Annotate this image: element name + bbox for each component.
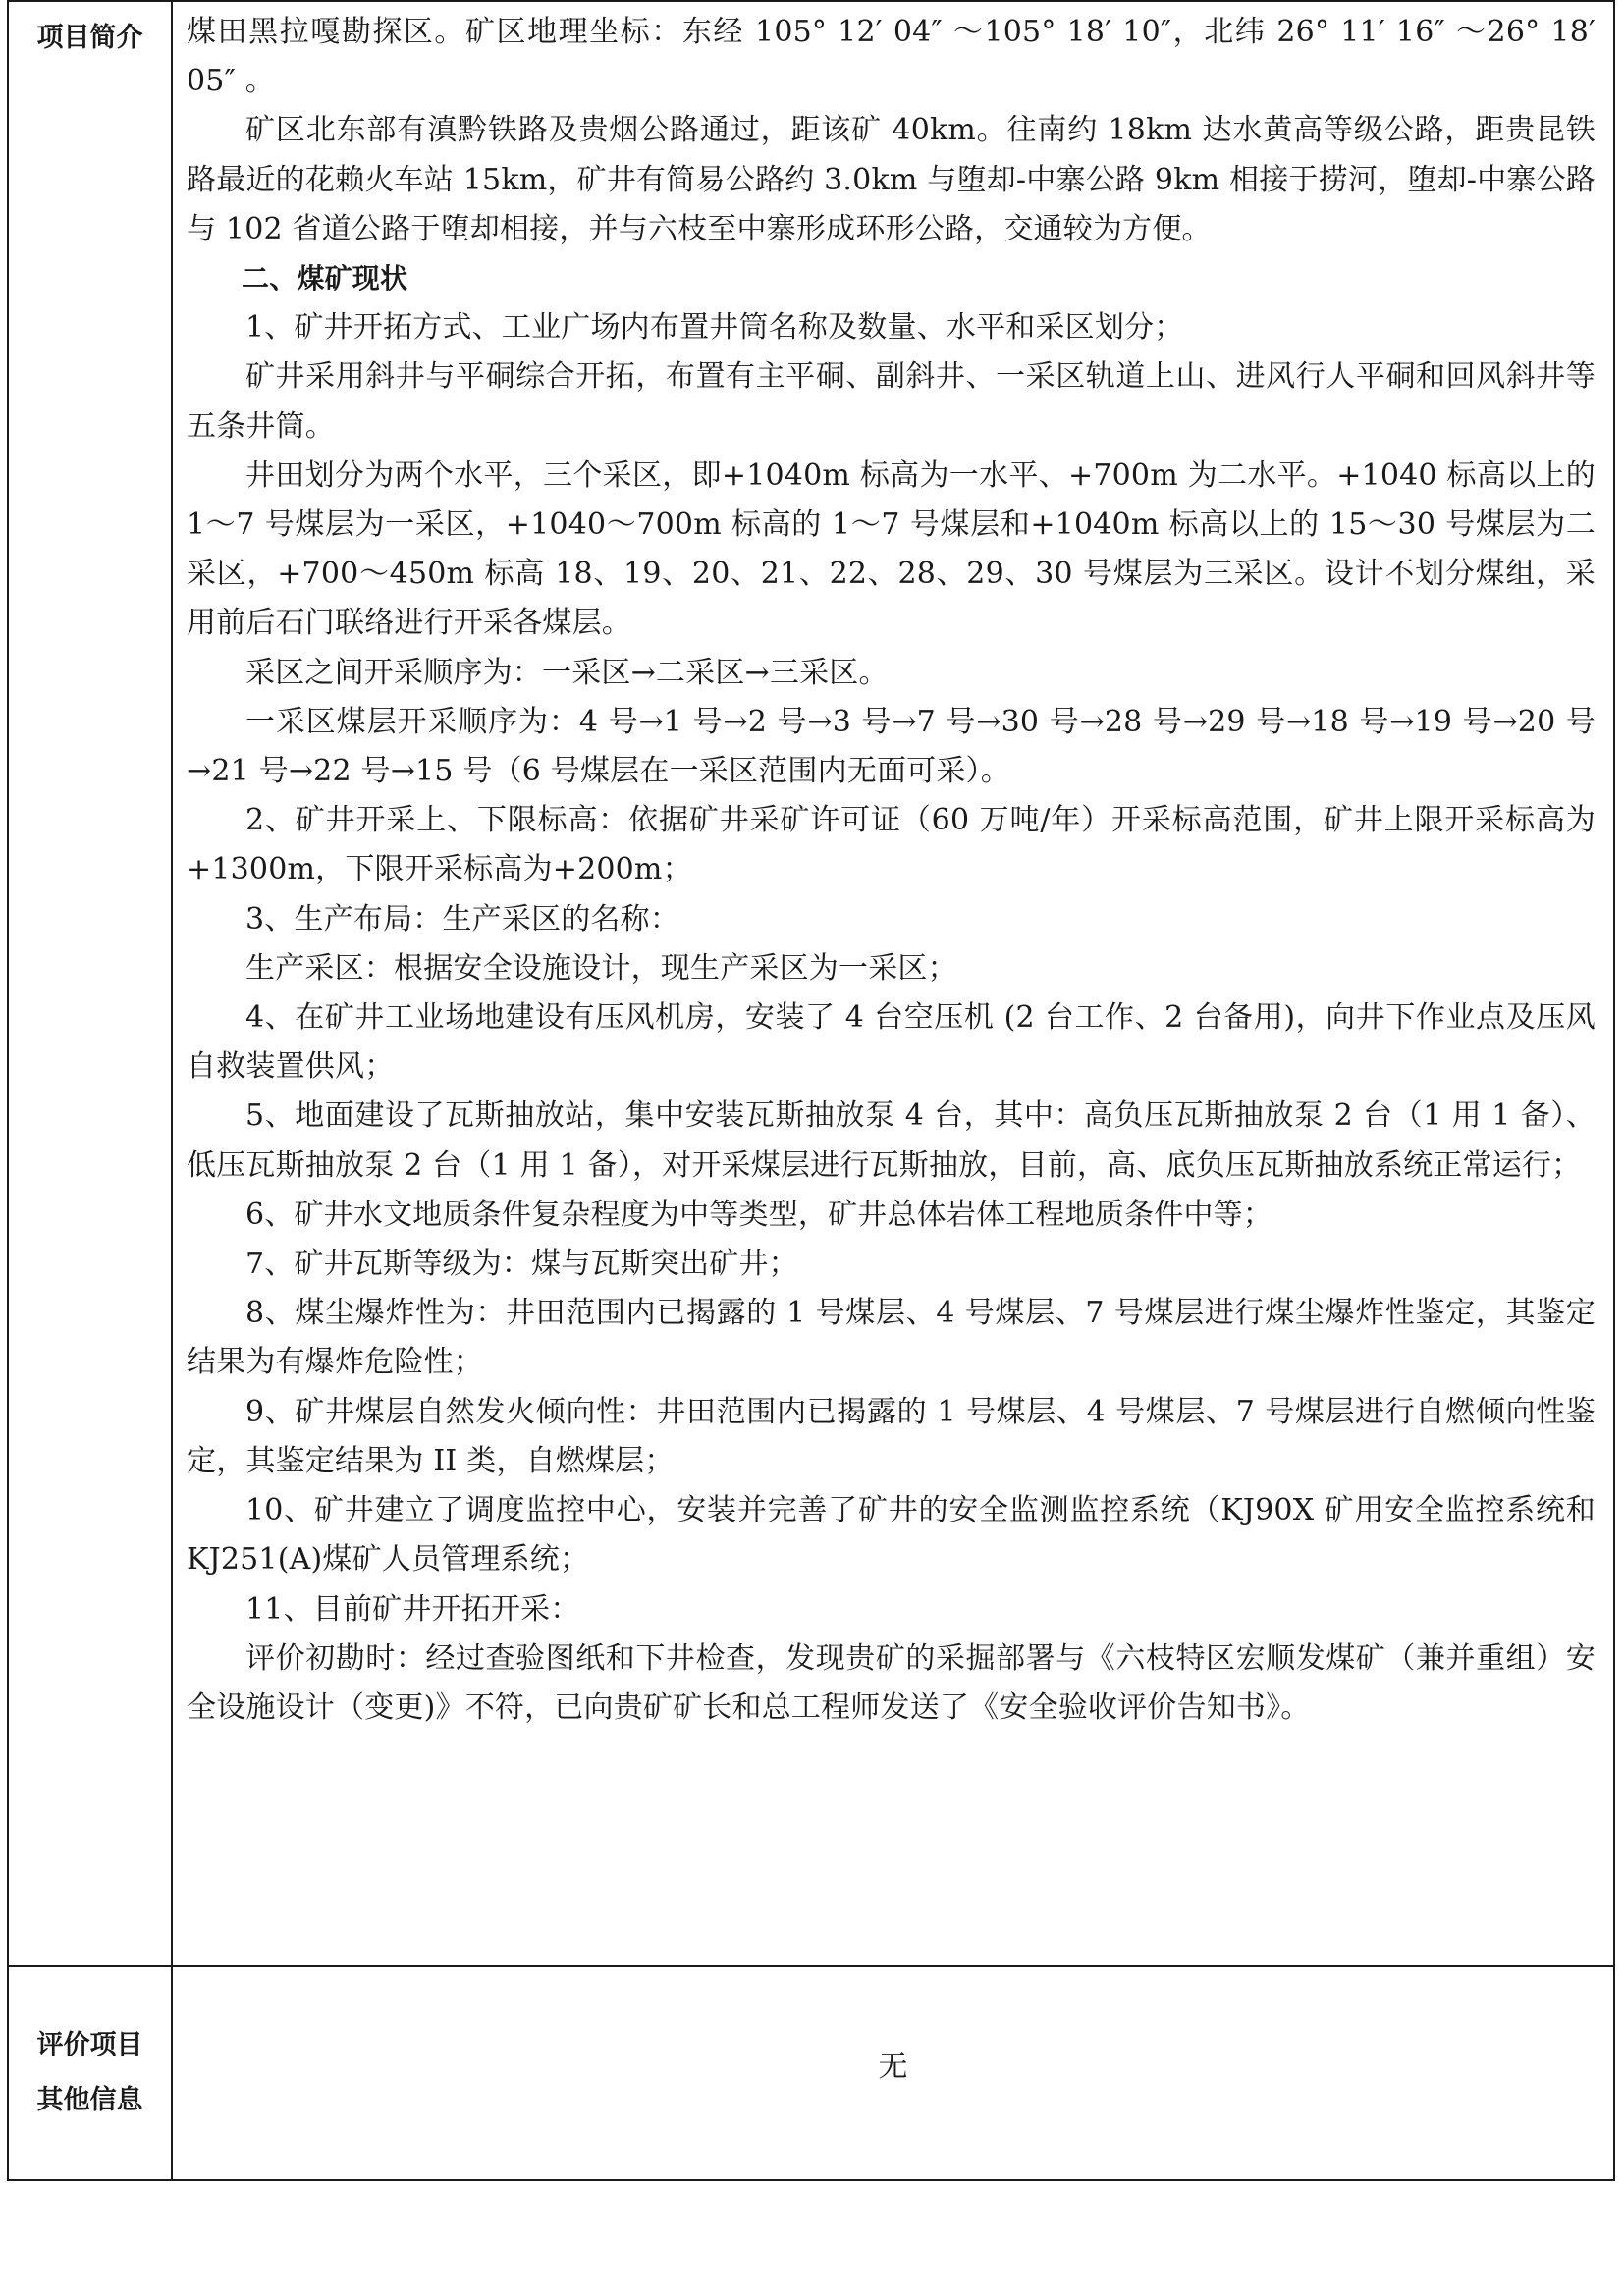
- project-summary-content: [172, 1, 1614, 1966]
- item1-title: 1、矿井开拓方式、工业广场内布置井筒名称及数量、水平和采区划分；: [245, 310, 1184, 346]
- item2-paragraph: 2、矿井开采上、下限标高：依据矿井采矿许可证（60 万吨/年）开采标高范围，矿井上限开采标高为+1300m，下限开采标高为+200m；: [187, 803, 1596, 887]
- item11-paragraph: 评价初勘时：经过查验图纸和下井检查，发现贵矿的采掘部署与《六枝特区宏顺发煤矿（兼并重组）安全设施设计（变更)》不符，已向贵矿矿长和总工程师发送了《安全验收评价告知书》。: [187, 1640, 1596, 1725]
- item10-paragraph: 10、矿井建立了调度监控中心，安装并完善了矿井的安全监测监控系统（KJ90X 矿用安全监控系统和 KJ251(A)煤矿人员管理系统；: [187, 1493, 1596, 1577]
- item6-paragraph: 6、矿井水文地质条件复杂程度为中等类型，矿井总体岩体工程地质条件中等；: [245, 1197, 1273, 1232]
- item3-title: 3、生产布局：生产采区的名称：: [245, 901, 680, 936]
- location-paragraph: 煤田黑拉嘎勘探区。矿区地理坐标：东经 105° 12′ 04″ ～105° 18′ 10″，北纬 26° 11′ 16″ ～26° 18′ 05″ 。: [187, 15, 1596, 99]
- item5-paragraph: 5、地面建设了瓦斯抽放站，集中安装瓦斯抽放泵 4 台，其中：高负压瓦斯抽放泵 2 台（1 用 1 备）、低压瓦斯抽放泵 2 台（1 用 1 备），对开采煤层进行瓦斯抽放，目前，高、底负压瓦斯抽放系统正常运行；: [187, 1098, 1596, 1183]
- traffic-paragraph: 矿区北东部有滇黔铁路及贵烟公路通过，距该矿 40km。往南约 18km 达水黄高等级公路，距贵昆铁路最近的花赖火车站 15km，矿井有简易公路约 3.0km 与堕却-中寨公路 9km 相接于捞河，堕却-中寨公路与 102 省道公路于堕却相接，并与六枝至中寨形成环形公路，交通较为方便。: [187, 113, 1596, 246]
- project-summary-label: 项目简介: [8, 1, 172, 1966]
- other-info-value: 无: [172, 1966, 1614, 2180]
- item1-paragraph-4: 一采区煤层开采顺序为：4 号→1 号→2 号→3 号→7 号→30 号→28 号→29 号→18 号→19 号→20 号→21 号→22 号→15 号（6 号煤层在一采区范围内无面可采）。: [187, 704, 1596, 789]
- other-info-label: [8, 1966, 172, 2180]
- item8-paragraph: 8、煤尘爆炸性为：井田范围内已揭露的 1 号煤层、4 号煤层、7 号煤层进行煤尘爆炸性鉴定，其鉴定结果为有爆炸危险性；: [187, 1296, 1596, 1380]
- item1-paragraph-2: 井田划分为两个水平，三个采区，即+1040m 标高为一水平、+700m 为二水平。+1040 标高以上的 1～7 号煤层为一采区，+1040～700m 标高的 1～7 号煤层和+1040m 标高以上的 15～30 号煤层为二采区，+700～450m 标高 18、19、20、21、22、28、29、30 号煤层为三采区。设计不划分煤组，采用前后石门联络进行开采各煤层。: [187, 457, 1596, 641]
- project-summary-row: [8, 1, 1614, 1966]
- item4-paragraph: 4、在矿井工业场地建设有压风机房，安装了 4 台空压机 (2 台工作、2 台备用)，向井下作业点及压风自救装置供风；: [187, 1000, 1596, 1085]
- other-info-label-line2: 其他信息: [36, 2085, 143, 2115]
- other-info-row: [8, 1966, 1614, 2180]
- item1-paragraph-3: 采区之间开采顺序为：一采区→二采区→三采区。: [245, 655, 889, 690]
- item7-paragraph: 7、矿井瓦斯等级为：煤与瓦斯突出矿井；: [245, 1247, 798, 1282]
- section-heading-status: 二、煤矿现状: [242, 262, 408, 295]
- item1-paragraph-1: 矿井采用斜井与平硐综合开拓，布置有主平硐、副斜井、一采区轨道上山、进风行人平硐和回风斜井等五条井筒。: [187, 359, 1596, 444]
- item3-paragraph: 生产采区：根据安全设施设计，现生产采区为一采区；: [245, 950, 957, 986]
- item9-paragraph: 9、矿井煤层自然发火倾向性：井田范围内已揭露的 1 号煤层、4 号煤层、7 号煤层进行自燃倾向性鉴定，其鉴定结果为 II 类，自燃煤层；: [187, 1394, 1596, 1478]
- item11-title: 11、目前矿井开拓开采：: [245, 1591, 580, 1627]
- project-info-table: [7, 0, 1615, 2181]
- other-info-label-line1: 评价项目: [36, 2030, 143, 2060]
